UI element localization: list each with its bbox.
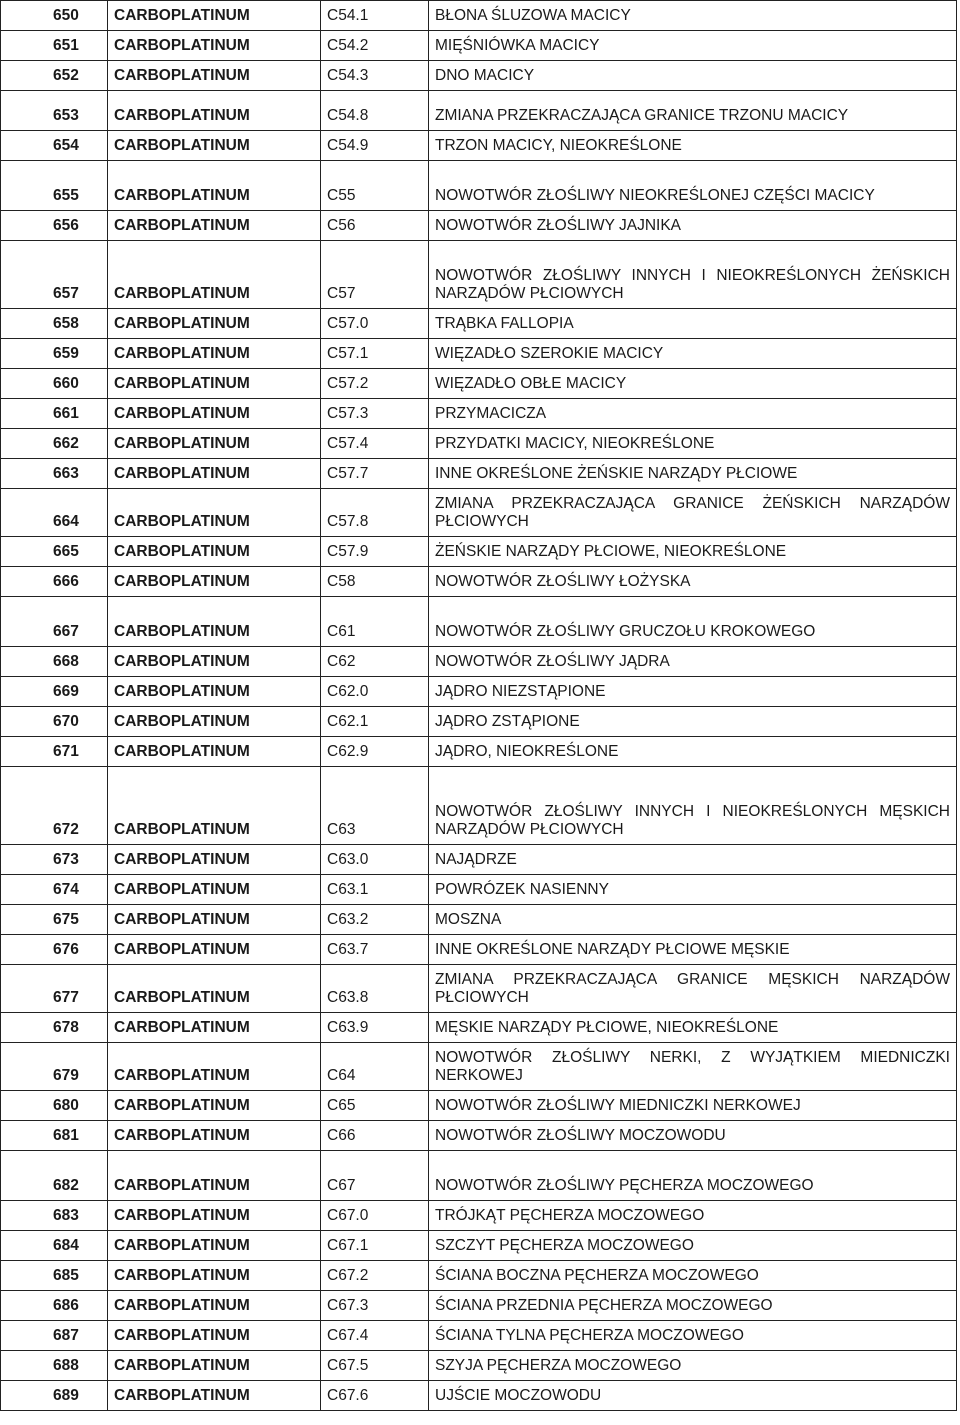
row-number: 671 [1,737,108,767]
icd-code: C63.8 [321,965,429,1013]
row-number: 663 [1,459,108,489]
table-row [1,489,957,537]
row-number: 676 [1,935,108,965]
diagnosis-description: MOSZNA [429,905,957,935]
row-number: 688 [1,1351,108,1381]
diagnosis-description: NOWOTWÓR ZŁOŚLIWY JAJNIKA [429,211,957,241]
icd-code: C56 [321,211,429,241]
row-number: 660 [1,369,108,399]
icd-code: C67.5 [321,1351,429,1381]
icd-code: C57.7 [321,459,429,489]
table-row [1,1201,957,1231]
row-number: 677 [1,965,108,1013]
table-row [1,369,957,399]
table-row [1,1151,957,1201]
row-number: 668 [1,647,108,677]
drug-name: CARBOPLATINUM [108,369,321,399]
drug-name: CARBOPLATINUM [108,905,321,935]
icd-code: C62.0 [321,677,429,707]
diagnosis-description: ZMIANA PRZEKRACZAJĄCA GRANICE ŻEŃSKICH NARZĄDÓW PŁCIOWYCH [429,489,957,537]
icd-code: C61 [321,597,429,647]
table-row [1,1261,957,1291]
icd-code: C57.8 [321,489,429,537]
row-number: 680 [1,1091,108,1121]
row-number: 687 [1,1321,108,1351]
diagnosis-description: WIĘZADŁO SZEROKIE MACICY [429,339,957,369]
drug-name: CARBOPLATINUM [108,1381,321,1411]
drug-name: CARBOPLATINUM [108,241,321,309]
icd-code: C57 [321,241,429,309]
icd-code: C63.1 [321,875,429,905]
diagnosis-description: TRĄBKA FALLOPIA [429,309,957,339]
diagnosis-description: PRZYMACICZA [429,399,957,429]
drug-name: CARBOPLATINUM [108,567,321,597]
row-number: 686 [1,1291,108,1321]
icd-code: C67.3 [321,1291,429,1321]
table-row [1,339,957,369]
drug-name: CARBOPLATINUM [108,1151,321,1201]
table-row [1,1291,957,1321]
icd-code: C65 [321,1091,429,1121]
drug-name: CARBOPLATINUM [108,965,321,1013]
table-row [1,91,957,131]
icd-code: C54.3 [321,61,429,91]
icd-code: C57.4 [321,429,429,459]
diagnosis-description: TRÓJKĄT PĘCHERZA MOCZOWEGO [429,1201,957,1231]
icd-code: C62.1 [321,707,429,737]
diagnosis-description: SZYJA PĘCHERZA MOCZOWEGO [429,1351,957,1381]
row-number: 664 [1,489,108,537]
row-number: 685 [1,1261,108,1291]
row-number: 675 [1,905,108,935]
diagnosis-description: UJŚCIE MOCZOWODU [429,1381,957,1411]
diagnosis-description: ŻEŃSKIE NARZĄDY PŁCIOWE, NIEOKREŚLONE [429,537,957,567]
diagnosis-description: INNE OKREŚLONE ŻEŃSKIE NARZĄDY PŁCIOWE [429,459,957,489]
table-row [1,767,957,845]
icd-code: C62 [321,647,429,677]
table-row [1,597,957,647]
diagnosis-description: NOWOTWÓR ZŁOŚLIWY MOCZOWODU [429,1121,957,1151]
drug-name: CARBOPLATINUM [108,91,321,131]
row-number: 659 [1,339,108,369]
icd-code: C63.9 [321,1013,429,1043]
row-number: 657 [1,241,108,309]
row-number: 666 [1,567,108,597]
drug-name: CARBOPLATINUM [108,1043,321,1091]
table-row [1,1043,957,1091]
row-number: 662 [1,429,108,459]
drug-name: CARBOPLATINUM [108,1261,321,1291]
diagnosis-description: NOWOTWÓR ZŁOŚLIWY INNYCH I NIEOKREŚLONYCH ŻEŃSKICH NARZĄDÓW PŁCIOWYCH [429,241,957,309]
diagnosis-description: MĘSKIE NARZĄDY PŁCIOWE, NIEOKREŚLONE [429,1013,957,1043]
icd-code: C63.2 [321,905,429,935]
table-row [1,537,957,567]
icd-code: C54.2 [321,31,429,61]
table-row [1,429,957,459]
diagnosis-description: NOWOTWÓR ZŁOŚLIWY MIEDNICZKI NERKOWEJ [429,1091,957,1121]
drug-name: CARBOPLATINUM [108,1321,321,1351]
drug-name: CARBOPLATINUM [108,1121,321,1151]
icd-code: C67.2 [321,1261,429,1291]
row-number: 654 [1,131,108,161]
icd-code: C54.8 [321,91,429,131]
icd-code: C63 [321,767,429,845]
table-row [1,309,957,339]
row-number: 682 [1,1151,108,1201]
drug-name: CARBOPLATINUM [108,1013,321,1043]
icd-code: C54.1 [321,1,429,31]
diagnosis-description: BŁONA ŚLUZOWA MACICY [429,1,957,31]
diagnosis-description: NOWOTWÓR ZŁOŚLIWY NERKI, Z WYJĄTKIEM MIEDNICZKI NERKOWEJ [429,1043,957,1091]
table-row [1,459,957,489]
row-number: 661 [1,399,108,429]
table-row [1,677,957,707]
diagnosis-description: NOWOTWÓR ZŁOŚLIWY NIEOKREŚLONEJ CZĘŚCI MACICY [429,161,957,211]
icd-code: C63.7 [321,935,429,965]
diagnosis-description: NAJĄDRZE [429,845,957,875]
diagnosis-description: SZCZYT PĘCHERZA MOCZOWEGO [429,1231,957,1261]
diagnosis-description: ZMIANA PRZEKRACZAJĄCA GRANICE MĘSKICH NARZĄDÓW PŁCIOWYCH [429,965,957,1013]
row-number: 674 [1,875,108,905]
diagnosis-description: NOWOTWÓR ZŁOŚLIWY GRUCZOŁU KROKOWEGO [429,597,957,647]
drug-name: CARBOPLATINUM [108,677,321,707]
icd-code: C67.4 [321,1321,429,1351]
drug-name: CARBOPLATINUM [108,647,321,677]
drug-name: CARBOPLATINUM [108,737,321,767]
table-row [1,845,957,875]
table-row [1,1351,957,1381]
table-row [1,1381,957,1411]
diagnosis-description: JĄDRO, NIEOKREŚLONE [429,737,957,767]
row-number: 653 [1,91,108,131]
icd-code: C66 [321,1121,429,1151]
icd-code: C57.1 [321,339,429,369]
drug-name: CARBOPLATINUM [108,845,321,875]
row-number: 683 [1,1201,108,1231]
table-row [1,1,957,31]
icd-code: C57.9 [321,537,429,567]
table-row [1,1121,957,1151]
table-row [1,1321,957,1351]
row-number: 652 [1,61,108,91]
drug-name: CARBOPLATINUM [108,1231,321,1261]
drug-name: CARBOPLATINUM [108,61,321,91]
table-row [1,31,957,61]
icd-code: C64 [321,1043,429,1091]
drug-name: CARBOPLATINUM [108,31,321,61]
diagnosis-description: JĄDRO NIEZSTĄPIONE [429,677,957,707]
drug-name: CARBOPLATINUM [108,1091,321,1121]
drug-name: CARBOPLATINUM [108,459,321,489]
row-number: 672 [1,767,108,845]
drug-name: CARBOPLATINUM [108,537,321,567]
drug-name: CARBOPLATINUM [108,161,321,211]
table-row [1,1013,957,1043]
row-number: 665 [1,537,108,567]
row-number: 650 [1,1,108,31]
icd-code: C54.9 [321,131,429,161]
table-row [1,875,957,905]
diagnosis-description: NOWOTWÓR ZŁOŚLIWY ŁOŻYSKA [429,567,957,597]
table-row [1,61,957,91]
table-row [1,647,957,677]
row-number: 656 [1,211,108,241]
table-row [1,241,957,309]
table-row [1,399,957,429]
row-number: 655 [1,161,108,211]
icd-code: C58 [321,567,429,597]
icd-code: C67.0 [321,1201,429,1231]
drug-name: CARBOPLATINUM [108,429,321,459]
row-number: 670 [1,707,108,737]
table-row [1,211,957,241]
diagnosis-description: ZMIANA PRZEKRACZAJĄCA GRANICE TRZONU MACICY [429,91,957,131]
drug-name: CARBOPLATINUM [108,309,321,339]
icd-code: C63.0 [321,845,429,875]
diagnosis-description: NOWOTWÓR ZŁOŚLIWY INNYCH I NIEOKREŚLONYCH MĘSKICH NARZĄDÓW PŁCIOWYCH [429,767,957,845]
row-number: 684 [1,1231,108,1261]
row-number: 681 [1,1121,108,1151]
diagnosis-description: NOWOTWÓR ZŁOŚLIWY JĄDRA [429,647,957,677]
diagnosis-description: ŚCIANA BOCZNA PĘCHERZA MOCZOWEGO [429,1261,957,1291]
row-number: 651 [1,31,108,61]
icd-code: C67.1 [321,1231,429,1261]
drug-name: CARBOPLATINUM [108,875,321,905]
icd-code: C67 [321,1151,429,1201]
icd-code: C55 [321,161,429,211]
diagnosis-description: PRZYDATKI MACICY, NIEOKREŚLONE [429,429,957,459]
table-row [1,707,957,737]
icd-code: C57.3 [321,399,429,429]
drug-name: CARBOPLATINUM [108,1291,321,1321]
icd-code: C67.6 [321,1381,429,1411]
diagnosis-description: JĄDRO ZSTĄPIONE [429,707,957,737]
diagnosis-description: WIĘZADŁO OBŁE MACICY [429,369,957,399]
row-number: 658 [1,309,108,339]
diagnosis-description: MIĘŚNIÓWKA MACICY [429,31,957,61]
diagnosis-description: NOWOTWÓR ZŁOŚLIWY PĘCHERZA MOCZOWEGO [429,1151,957,1201]
diagnosis-description: POWRÓZEK NASIENNY [429,875,957,905]
diagnosis-description: INNE OKREŚLONE NARZĄDY PŁCIOWE MĘSKIE [429,935,957,965]
row-number: 669 [1,677,108,707]
drug-name: CARBOPLATINUM [108,211,321,241]
table-row [1,905,957,935]
table-row [1,567,957,597]
drug-name: CARBOPLATINUM [108,1351,321,1381]
row-number: 679 [1,1043,108,1091]
drug-name: CARBOPLATINUM [108,597,321,647]
icd-code: C57.2 [321,369,429,399]
drug-name: CARBOPLATINUM [108,1,321,31]
table-row [1,737,957,767]
table-row [1,131,957,161]
drug-name: CARBOPLATINUM [108,767,321,845]
drug-name: CARBOPLATINUM [108,707,321,737]
drug-name: CARBOPLATINUM [108,339,321,369]
diagnosis-description: ŚCIANA PRZEDNIA PĘCHERZA MOCZOWEGO [429,1291,957,1321]
drug-name: CARBOPLATINUM [108,131,321,161]
row-number: 678 [1,1013,108,1043]
table-row [1,935,957,965]
row-number: 673 [1,845,108,875]
drug-name: CARBOPLATINUM [108,399,321,429]
table-row [1,1091,957,1121]
icd-code: C57.0 [321,309,429,339]
diagnosis-description: DNO MACICY [429,61,957,91]
drug-name: CARBOPLATINUM [108,1201,321,1231]
diagnosis-description: ŚCIANA TYLNA PĘCHERZA MOCZOWEGO [429,1321,957,1351]
row-number: 667 [1,597,108,647]
table-body [1,1,957,1411]
drug-name: CARBOPLATINUM [108,489,321,537]
drug-name: CARBOPLATINUM [108,935,321,965]
table-row [1,965,957,1013]
table-row [1,1231,957,1261]
row-number: 689 [1,1381,108,1411]
table-row [1,161,957,211]
diagnosis-description: TRZON MACICY, NIEOKREŚLONE [429,131,957,161]
icd-code: C62.9 [321,737,429,767]
